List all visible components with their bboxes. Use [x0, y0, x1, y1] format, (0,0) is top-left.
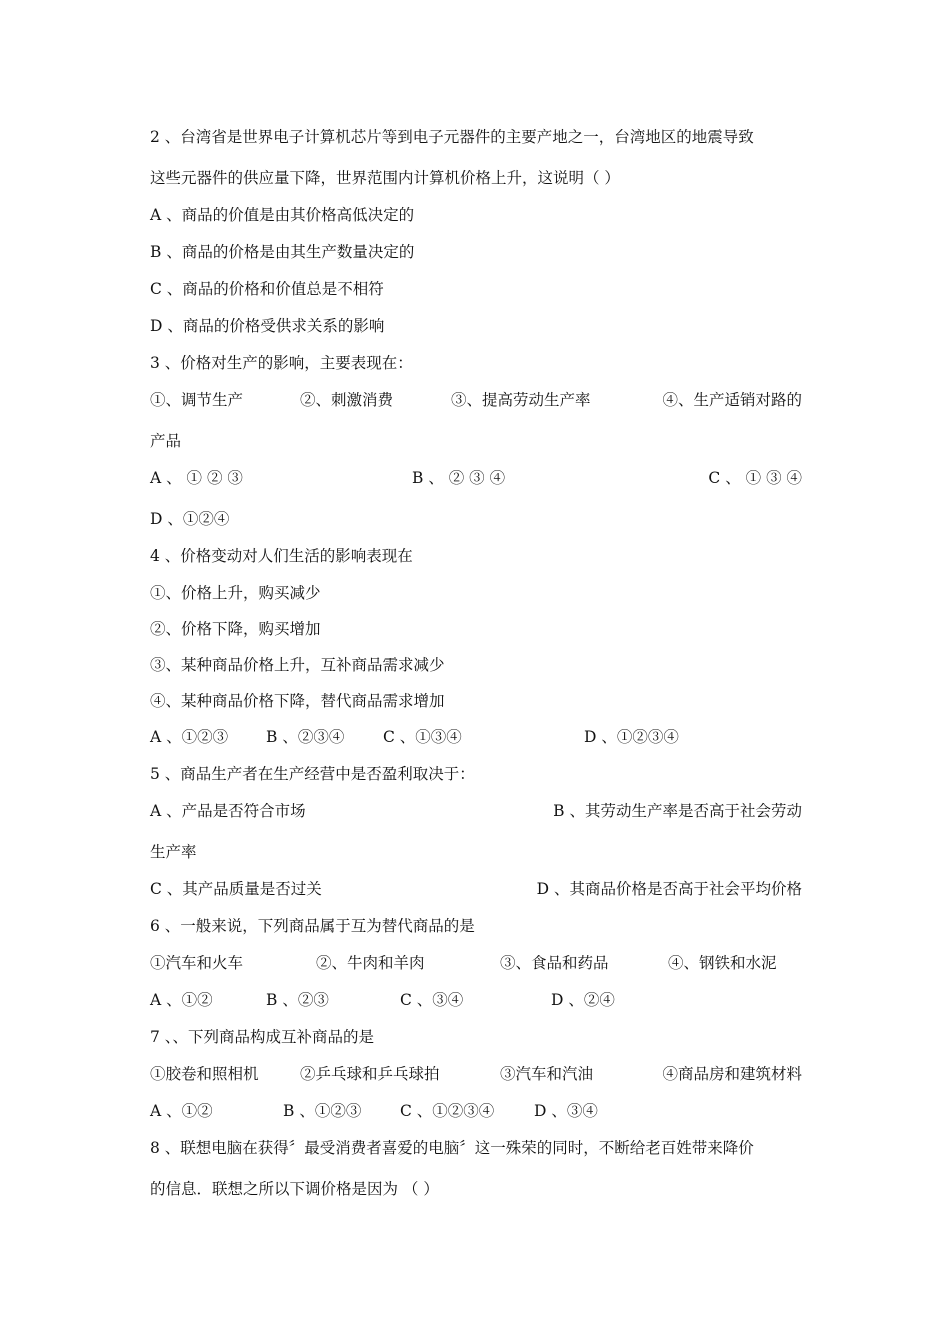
q7-item-2: ②乒乓球和乒乓球拍 [300, 1065, 440, 1083]
q7-option-d: D 、③④ [534, 1102, 598, 1120]
q4-item-3: ③、某种商品价格上升，互补商品需求减少 [150, 656, 445, 674]
q5-options-ab-row [150, 801, 802, 821]
q6-option-c: C 、③④ [400, 991, 464, 1009]
q5-options-cd-row [150, 879, 802, 899]
q4-option-d: D 、①②③④ [584, 728, 679, 746]
q5-option-d: D 、其商品价格是否高于社会平均价格 [536, 880, 802, 898]
q2-option-a: A 、商品的价值是由其价格高低决定的 [150, 206, 415, 224]
q6-option-a: A 、①② [150, 991, 213, 1009]
q4-stem: 4 、价格变动对人们生活的影响表现在 [150, 547, 413, 565]
q6-options-row [150, 990, 802, 1010]
q3-stem: 3 、价格对生产的影响，主要表现在： [150, 354, 413, 372]
q7-item-4: ④商品房和建筑材料 [662, 1065, 802, 1083]
q7-option-c: C 、①②③④ [400, 1102, 495, 1120]
q7-item-3: ③汽车和汽油 [500, 1065, 594, 1083]
q3-item-2: ②、刺激消费 [300, 391, 394, 409]
q5-option-a: A 、产品是否符合市场 [150, 802, 306, 820]
q7-option-a: A 、①② [150, 1102, 213, 1120]
q3-option-c: C 、 ① ③ ④ [708, 469, 802, 487]
q5-stem: 5 、商品生产者在生产经营中是否盈利取决于： [150, 765, 475, 783]
q3-item-3: ③、提高劳动生产率 [451, 391, 591, 409]
q8-stem-line-1: 8 、联想电脑在获得〞最受消费者喜爱的电脑〞这一殊荣的同时，不断给老百姓带来降价 [150, 1139, 754, 1157]
q3-option-a: A 、 ① ② ③ [150, 469, 243, 487]
q7-items-row [150, 1064, 802, 1084]
q2-stem-line-2: 这些元器件的供应量下降，世界范围内计算机价格上升，这说明（ ） [150, 169, 620, 187]
q4-option-c: C 、①③④ [383, 728, 462, 746]
q2-option-b: B 、商品的价格是由其生产数量决定的 [150, 243, 415, 261]
q7-stem: 7 、、下列商品构成互补商品的是 [150, 1028, 375, 1046]
q4-item-1: ①、价格上升，购买减少 [150, 584, 321, 602]
q2-option-c: C 、商品的价格和价值总是不相符 [150, 280, 384, 298]
q4-option-b: B 、②③④ [266, 728, 345, 746]
q6-option-b: B 、②③ [266, 991, 329, 1009]
q3-option-d: D 、①②④ [150, 510, 230, 528]
q3-items-cont: 产品 [150, 432, 182, 450]
q6-items-row [150, 953, 802, 973]
q5-option-b-cont: 生产率 [150, 843, 197, 861]
q3-item-1: ①、调节生产 [150, 391, 244, 409]
q3-items-row [150, 390, 802, 410]
q6-item-1: ①汽车和火车 [150, 954, 244, 972]
q3-item-4: ④、生产适销对路的 [662, 391, 802, 409]
q7-option-b: B 、①②③ [283, 1102, 362, 1120]
q6-item-4: ④、钢铁和水泥 [668, 954, 777, 972]
q2-stem-line-1: 2 、台湾省是世界电子计算机芯片等到电子元器件的主要产地之一，台湾地区的地震导致 [150, 128, 754, 146]
q4-options-row [150, 727, 802, 747]
q5-option-b: B 、其劳动生产率是否高于社会劳动 [553, 802, 802, 820]
q2-option-d: D 、商品的价格受供求关系的影响 [150, 317, 385, 335]
q4-item-2: ②、价格下降，购买增加 [150, 620, 321, 638]
q3-option-b: B 、 ② ③ ④ [412, 469, 506, 487]
q3-options-row [150, 468, 802, 488]
q5-option-c: C 、其产品质量是否过关 [150, 880, 322, 898]
q4-option-a: A 、①②③ [150, 728, 229, 746]
q7-options-row [150, 1101, 802, 1121]
q6-item-2: ②、牛肉和羊肉 [316, 954, 425, 972]
q6-stem: 6 、一般来说，下列商品属于互为替代商品的是 [150, 917, 475, 935]
q4-item-4: ④、某种商品价格下降，替代商品需求增加 [150, 692, 445, 710]
q8-stem-line-2: 的信息．联想之所以下调价格是因为 （ ） [150, 1180, 439, 1198]
q6-item-3: ③、食品和药品 [500, 954, 609, 972]
q7-item-1: ①胶卷和照相机 [150, 1065, 259, 1083]
q6-option-d: D 、②④ [551, 991, 615, 1009]
